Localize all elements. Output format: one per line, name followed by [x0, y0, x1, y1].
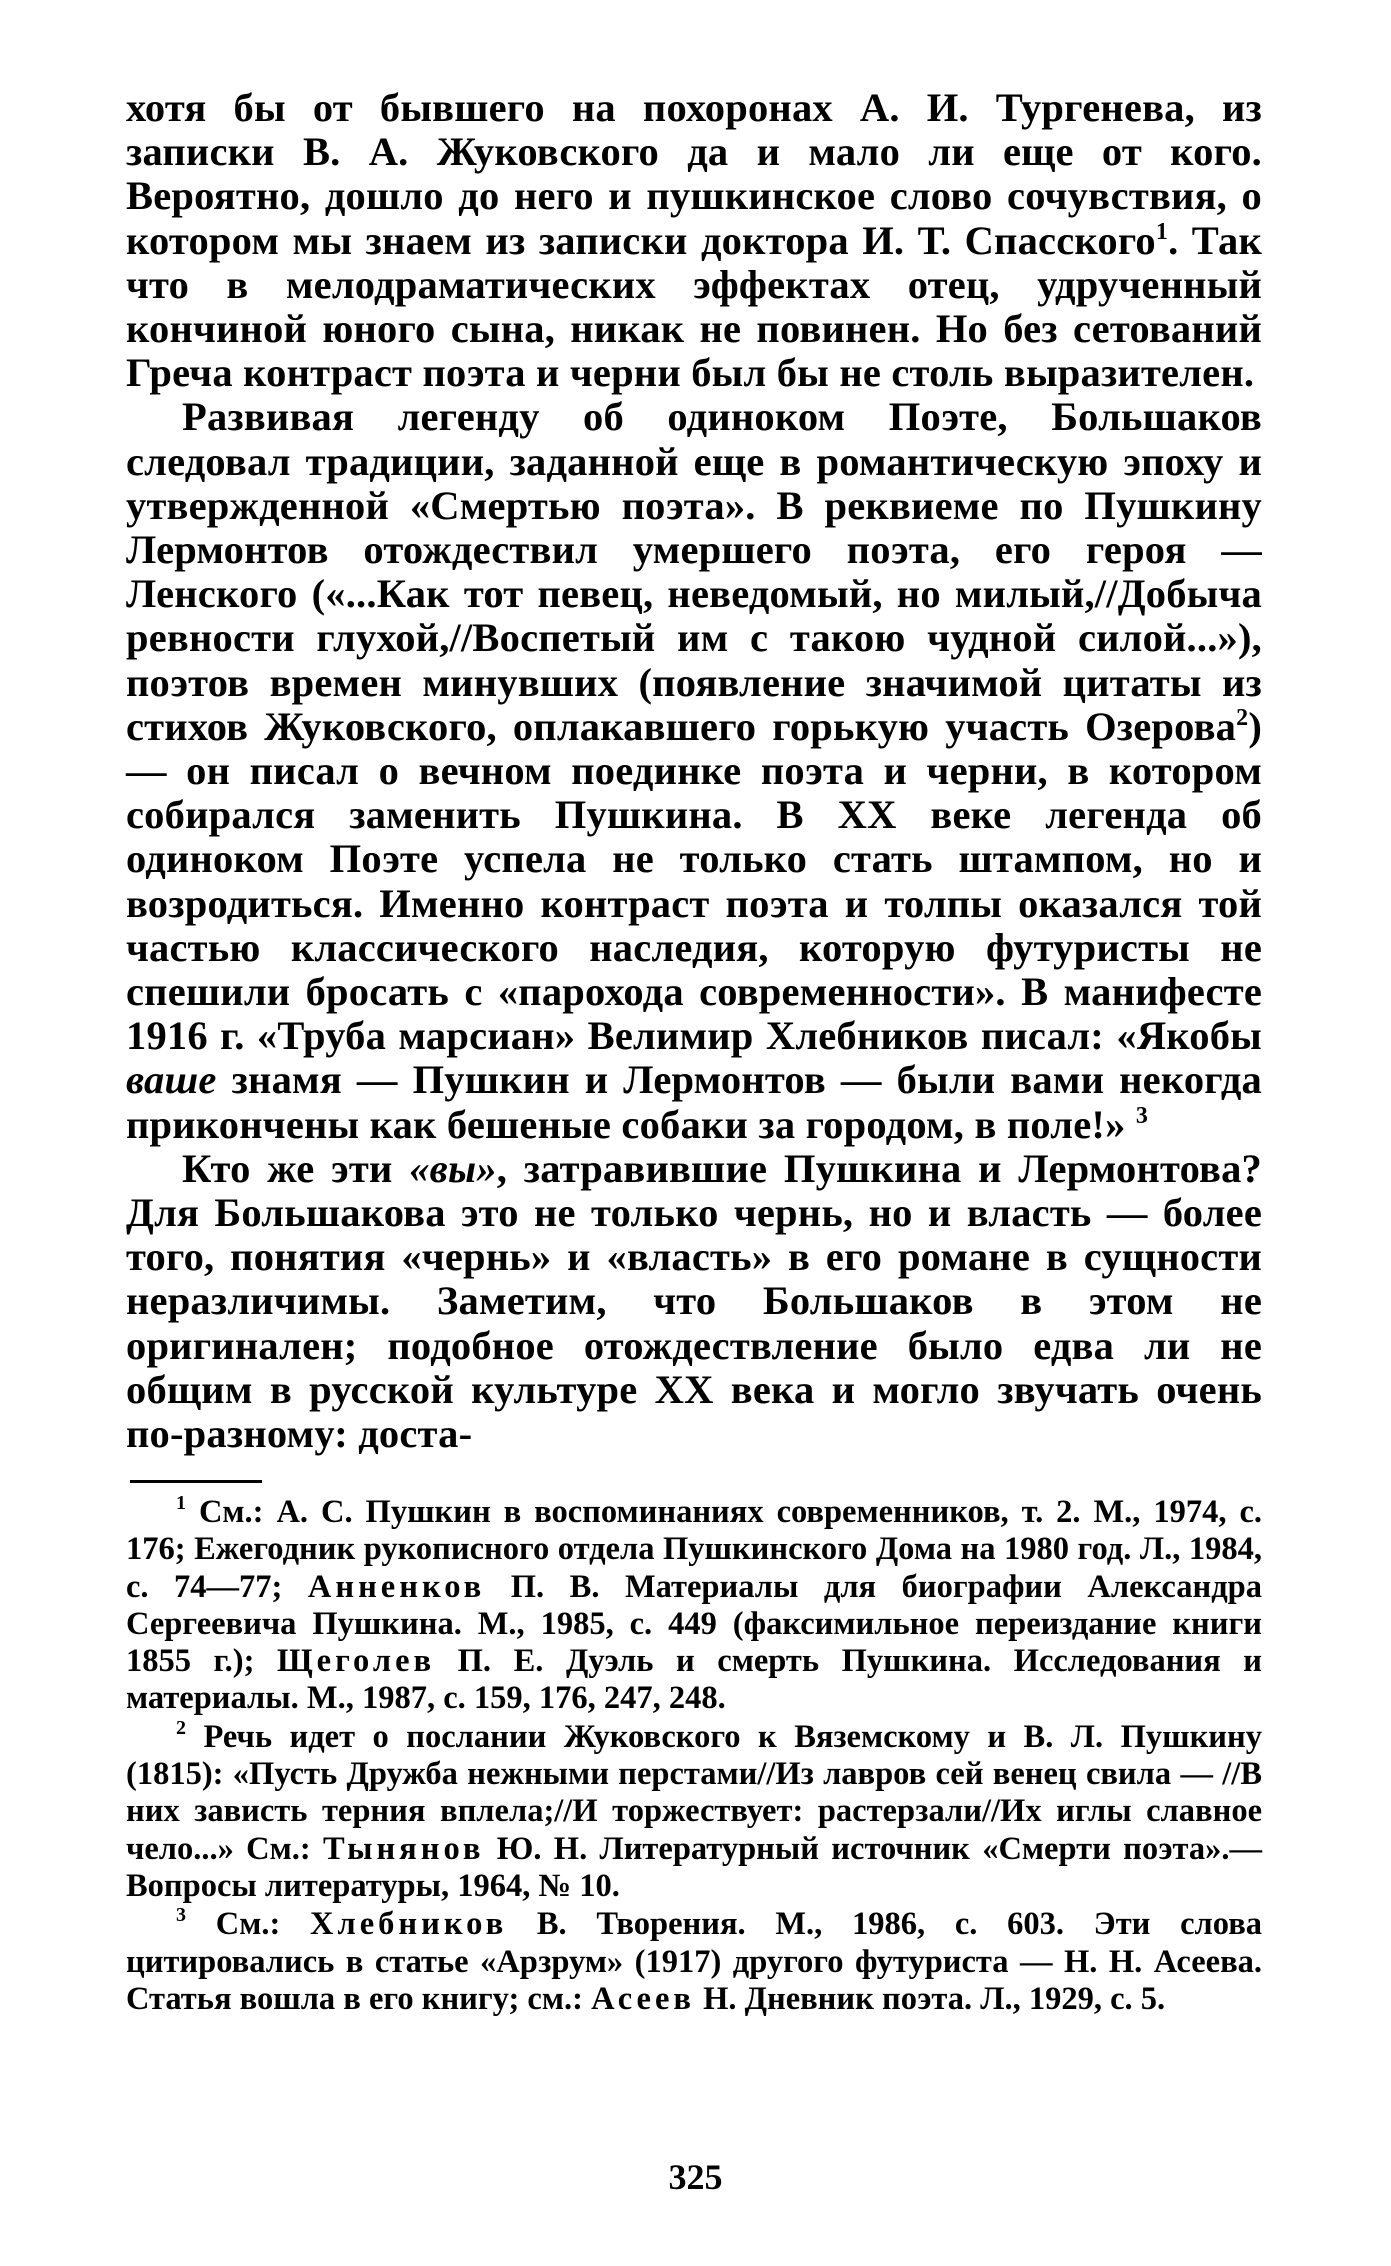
footnote-1: $^1$ См.: А. С. Пушкин в воспоминаниях современников, т. 2. М., 1974, с. 176; Ежегодник рукописного отдела Пушкинского Дома на 1980 год. Л., 1984, с. 74—77; Анненков П. В. Материалы для биографии Александра Сергеевича Пушкина. М., 1985, с. 449 (факсимильное переиздание книги 1855 г.); Щеголев П. Е. Дуэль и смерть Пушкина. Исследования и материалы. М., 1987, с. 159, 176, 247, 248. [126, 1492, 1263, 1717]
footnote-ref-3[interactable]: 3 [1135, 1102, 1149, 1129]
paragraph-2: Развивая легенду об одиноком Поэте, Большаков следовал традиции, заданной еще в романтическую эпоху и утвержденной «Смертью поэта». В реквиеме по Пушкину Лермонтов отождествил умершего поэта, его героя — Ленского («...Как тот певец, неведомый, но милый,//Добыча ревности глухой,//Воспетый им с такою чудной силой...»), поэтов времен минувших (появление значимой цитаты из стихов Жуковского, оплакавшего горькую участь Озерова$^2$) — он писал о вечном поединке поэта и черни, в котором собирался заменить Пушкина. В XX веке легенда об одиноком Поэте успела не только стать штампом, но и возродиться. Именно контраст поэта и толпы оказался той частью классического наследия, которую футуристы не спешили бросать с «парохода современности». В манифесте 1916 г. «Труба марсиан» Велимир Хлебников писал: «Якобы ваше знамя — Пушкин и Лермонтов — были вами некогда прикончены как бешеные собаки за городом, в поле!» $^3$ [126, 394, 1262, 1147]
footnote-2: $^2$ Речь идет о послании Жуковского к Вяземскому и В. Л. Пушкину (1815): «Пусть Дружба нежными перстами//Из лавров сей венец свила — //В них зависть терния вплела;//И торжествует: растерзали//Их иглы славное чело...» См.: Тынянов Ю. Н. Литературный источник «Смерти поэта».— Вопросы литературы, 1964, № 10. [126, 1716, 1263, 1904]
footnotes [126, 1494, 1262, 2018]
footnote-ref-2[interactable]: 2 [1236, 704, 1249, 731]
footnote-divider [130, 1480, 262, 1483]
page-number: 325 [668, 2157, 723, 2197]
footnote-ref-1[interactable]: 1 [1155, 218, 1169, 245]
paragraph-3: Кто же эти «вы», затравившие Пушкина и Лермонтова? Для Большакова это не только чернь, но и власть — более того, понятия «чернь» и «власть» в его романе в сущности неразличимы. Заметим, что Большаков в этом не оригинален; подобное отождествление было едва ли не общим в русской культуре XX века и могло звучать очень по-разному: доста- [126, 1145, 1262, 1457]
main-text [126, 86, 1262, 1456]
footnote-3: $^3$ См.: Хлебников В. Творения. М., 1986, с. 603. Эти слова цитировались в статье «Арзрум» (1917) другого футуриста — Н. Н. Асеева. Статья вошла в его книгу; см.: Асеев Н. Дневник поэта. Л., 1929, с. 5. [126, 1904, 1263, 2017]
paragraph-1: хотя бы от бывшего на похоронах А. И. Тургенева, из записки В. А. Жуковского да и мало ли еще от кого. Вероятно, дошло до него и пушкинское слово сочувствия, о котором мы знаем из записки доктора И. Т. Спасского$^1$. Так что в мелодраматических эффектах отец, удрученный кончиной юного сына, никак не повинен. Но без сетований Греча контраст поэта и черни был бы не столь выразителен. [126, 85, 1262, 396]
